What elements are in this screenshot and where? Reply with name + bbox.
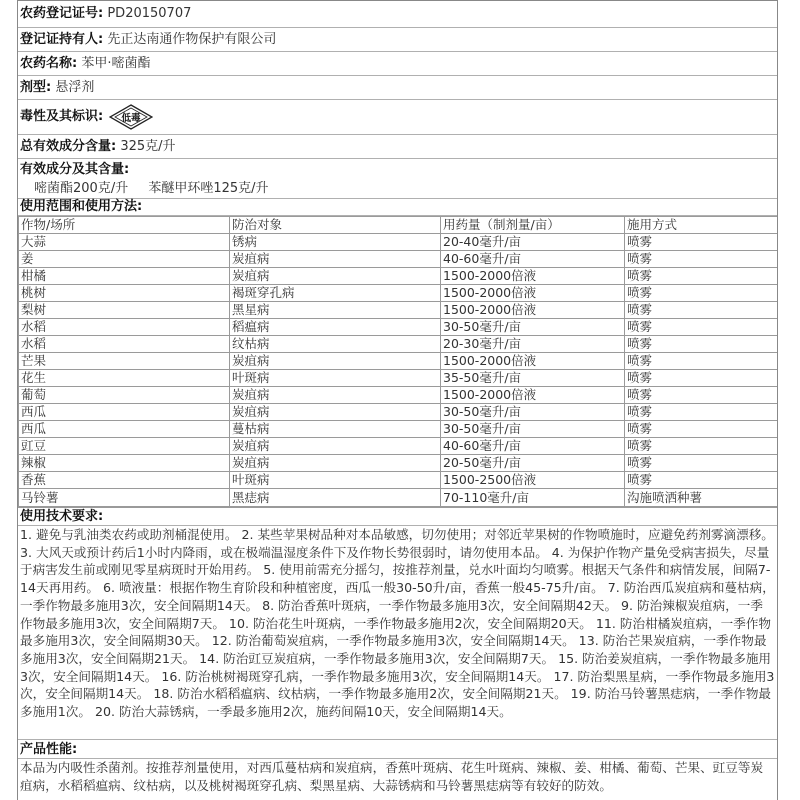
cell-crop: 西瓜: [19, 404, 230, 421]
table-row: [19, 489, 778, 507]
table-row: [19, 251, 778, 268]
toxicity-label: 毒性及其标识:: [20, 109, 104, 124]
cell-target: 黑星病: [230, 302, 441, 319]
name-value: 苯甲·嘧菌酯: [81, 56, 151, 71]
cell-method: 喷雾: [625, 438, 778, 455]
cell-dosage: 1500-2000倍液: [441, 353, 625, 370]
cell-dosage: 1500-2000倍液: [441, 302, 625, 319]
active-row: [18, 159, 777, 199]
cell-dosage: 1500-2500倍液: [441, 472, 625, 489]
cell-target: 炭疽病: [230, 438, 441, 455]
cell-crop: 豇豆: [19, 438, 230, 455]
cell-dosage: 70-110毫升/亩: [441, 489, 625, 507]
table-row: [19, 387, 778, 404]
formulation-row: [18, 76, 777, 100]
active-ingredient-2: 苯醚甲环唑125克/升: [148, 181, 269, 196]
table-row: [19, 336, 778, 353]
cell-target: 黑痣病: [230, 489, 441, 507]
cell-dosage: 35-50毫升/亩: [441, 370, 625, 387]
toxicity-badge-text: 低毒: [121, 113, 141, 124]
cell-method: 喷雾: [625, 353, 778, 370]
table-row: [19, 438, 778, 455]
cell-crop: 梨树: [19, 302, 230, 319]
cell-target: 锈病: [230, 234, 441, 251]
usage-table-header: [19, 217, 778, 234]
formulation-label: 剂型:: [20, 80, 52, 95]
cert-no-label: 农药登记证号:: [20, 6, 104, 21]
cell-target: 炭疽病: [230, 251, 441, 268]
header-crop: 作物/场所: [19, 217, 230, 234]
cell-dosage: 1500-2000倍液: [441, 285, 625, 302]
cell-crop: 芒果: [19, 353, 230, 370]
cell-method: 喷雾: [625, 234, 778, 251]
performance-text: 本品为内吸性杀菌剂。按推荐剂量使用，对西瓜蔓枯病和炭疽病，香蕉叶斑病、花生叶斑病、辣椒、姜、柑橘、葡萄、芒果、豇豆等炭疽病，水稻稻瘟病、纹枯病，以及桃树褐斑穿孔病、梨黑星病、大蒜锈病和马铃薯黑痣病等有较好的防效。: [20, 760, 764, 793]
cell-method: 喷雾: [625, 421, 778, 438]
cell-target: 褐斑穿孔病: [230, 285, 441, 302]
cell-method: 喷雾: [625, 387, 778, 404]
cell-crop: 香蕉: [19, 472, 230, 489]
table-row: [19, 234, 778, 251]
cell-crop: 花生: [19, 370, 230, 387]
cell-target: 纹枯病: [230, 336, 441, 353]
cell-method: 喷雾: [625, 319, 778, 336]
holder-label: 登记证持有人:: [20, 32, 104, 47]
table-row: [19, 472, 778, 489]
table-row: [19, 302, 778, 319]
low-toxicity-icon: [109, 104, 153, 130]
total-value: 325克/升: [120, 139, 176, 154]
cell-crop: 柑橘: [19, 268, 230, 285]
table-row: [19, 353, 778, 370]
cell-crop: 姜: [19, 251, 230, 268]
cell-dosage: 40-60毫升/亩: [441, 251, 625, 268]
cell-crop: 水稻: [19, 336, 230, 353]
cell-method: 喷雾: [625, 472, 778, 489]
technical-title: 使用技术要求:: [18, 507, 777, 526]
active-ingredient-1: 嘧菌酯200克/升: [34, 181, 129, 196]
table-row: [19, 370, 778, 387]
cell-dosage: 20-40毫升/亩: [441, 234, 625, 251]
cell-method: 喷雾: [625, 251, 778, 268]
name-row: [18, 52, 777, 76]
cell-target: 炭疽病: [230, 455, 441, 472]
table-row: [19, 285, 778, 302]
label-document: [17, 0, 778, 800]
cell-crop: 桃树: [19, 285, 230, 302]
cell-target: 蔓枯病: [230, 421, 441, 438]
cell-dosage: 30-50毫升/亩: [441, 404, 625, 421]
cell-dosage: 20-50毫升/亩: [441, 455, 625, 472]
table-row: [19, 404, 778, 421]
cell-method: 喷雾: [625, 285, 778, 302]
cell-target: 稻瘟病: [230, 319, 441, 336]
performance-title: 产品性能:: [18, 740, 777, 759]
cell-method: 喷雾: [625, 336, 778, 353]
formulation-value: 悬浮剂: [55, 80, 95, 95]
total-row: [18, 135, 777, 159]
usage-section-title: 使用范围和使用方法:: [18, 199, 777, 216]
cell-crop: 水稻: [19, 319, 230, 336]
holder-value: 先正达南通作物保护有限公司: [107, 32, 277, 47]
technical-text: 1. 避免与乳油类农药或助剂桶混使用。 2. 某些苹果树品种对本品敏感，切勿使用；对邻近苹果树的作物喷施时，应避免药剂雾滴漂移。 3. 大风天或预计药后1小时内降雨，或在极端温湿度条件下及作物长势很弱时，请勿使用本品。 4. 为保护作物产量免受病害损失，尽量于病害发生前或刚见零星病斑时开始用药。 5. 使用前需充分摇匀，按推荐剂量，兑水叶面均匀喷雾。根据天气条件和病情发展，间隔7-14天再用药。 6. 喷液量：根据作物生育阶段和种植密度，西瓜一般30-50升/亩，香蕉一般45-75升/亩。 7. 防治西瓜炭疽病和蔓枯病，一季作物最多施用3次，安全间隔期14天。 8. 防治香蕉叶斑病，一季作物最多施用3次，安全间隔期42天。 9. 防治辣椒炭疽病，一季作物最多施用3次，安全间隔期7天。 10. 防治花生叶斑病，一季作物最多施用2次，安全间隔期20天。 11. 防治柑橘炭疽病，一季作物最多施用3次，安全间隔期30天。 12. 防治葡萄炭疽病，一季作物最多施用3次，安全间隔期14天。 13. 防治芒果炭疽病，一季作物最多施用3次，安全间隔期21天。 14. 防治豇豆炭疽病，一季作物最多施用3次，安全间隔期7天。 15. 防治姜炭疽病，一季作物最多施用3次，安全间隔期14天。 16. 防治桃树褐斑穿孔病，一季作物最多施用3次，安全间隔期14天。 17. 防治梨黑星病，一季作物最多施用3次，安全间隔期14天。 18. 防治水稻稻瘟病、纹枯病，一季作物最多施用2次，安全间隔期21天。 19. 防治马铃薯黑痣病，一季作物最多施用1次。 20. 防治大蒜锈病，一季最多施用2次，施药间隔10天，安全间隔期14天。: [18, 526, 777, 740]
cell-crop: 马铃薯: [19, 489, 230, 507]
cell-crop: 辣椒: [19, 455, 230, 472]
cell-target: 炭疽病: [230, 404, 441, 421]
cell-crop: 葡萄: [19, 387, 230, 404]
cell-method: 沟施喷洒种薯: [625, 489, 778, 507]
cell-target: 叶斑病: [230, 472, 441, 489]
cell-target: 炭疽病: [230, 387, 441, 404]
cell-dosage: 1500-2000倍液: [441, 268, 625, 285]
table-row: [19, 455, 778, 472]
cell-target: 炭疽病: [230, 268, 441, 285]
holder-row: [18, 28, 777, 52]
cell-dosage: 1500-2000倍液: [441, 387, 625, 404]
table-row: [19, 421, 778, 438]
name-label: 农药名称:: [20, 56, 78, 71]
cell-method: 喷雾: [625, 268, 778, 285]
cert-no-row: [18, 1, 777, 28]
cell-method: 喷雾: [625, 302, 778, 319]
table-row: [19, 319, 778, 336]
header-target: 防治对象: [230, 217, 441, 234]
cell-method: 喷雾: [625, 404, 778, 421]
cell-method: 喷雾: [625, 370, 778, 387]
cert-no-value: PD20150707: [107, 6, 192, 21]
header-dosage: 用药量（制剂量/亩）: [441, 217, 625, 234]
cell-target: 炭疽病: [230, 353, 441, 370]
cell-method: 喷雾: [625, 455, 778, 472]
usage-table: [18, 216, 778, 507]
cell-dosage: 30-50毫升/亩: [441, 421, 625, 438]
toxicity-row: [18, 100, 777, 135]
cell-crop: 西瓜: [19, 421, 230, 438]
total-label: 总有效成分含量:: [20, 139, 117, 154]
cell-target: 叶斑病: [230, 370, 441, 387]
table-row: [19, 268, 778, 285]
header-method: 施用方式: [625, 217, 778, 234]
cell-dosage: 30-50毫升/亩: [441, 319, 625, 336]
active-label: 有效成分及其含量:: [20, 162, 130, 177]
cell-dosage: 40-60毫升/亩: [441, 438, 625, 455]
cell-crop: 大蒜: [19, 234, 230, 251]
cell-dosage: 20-30毫升/亩: [441, 336, 625, 353]
